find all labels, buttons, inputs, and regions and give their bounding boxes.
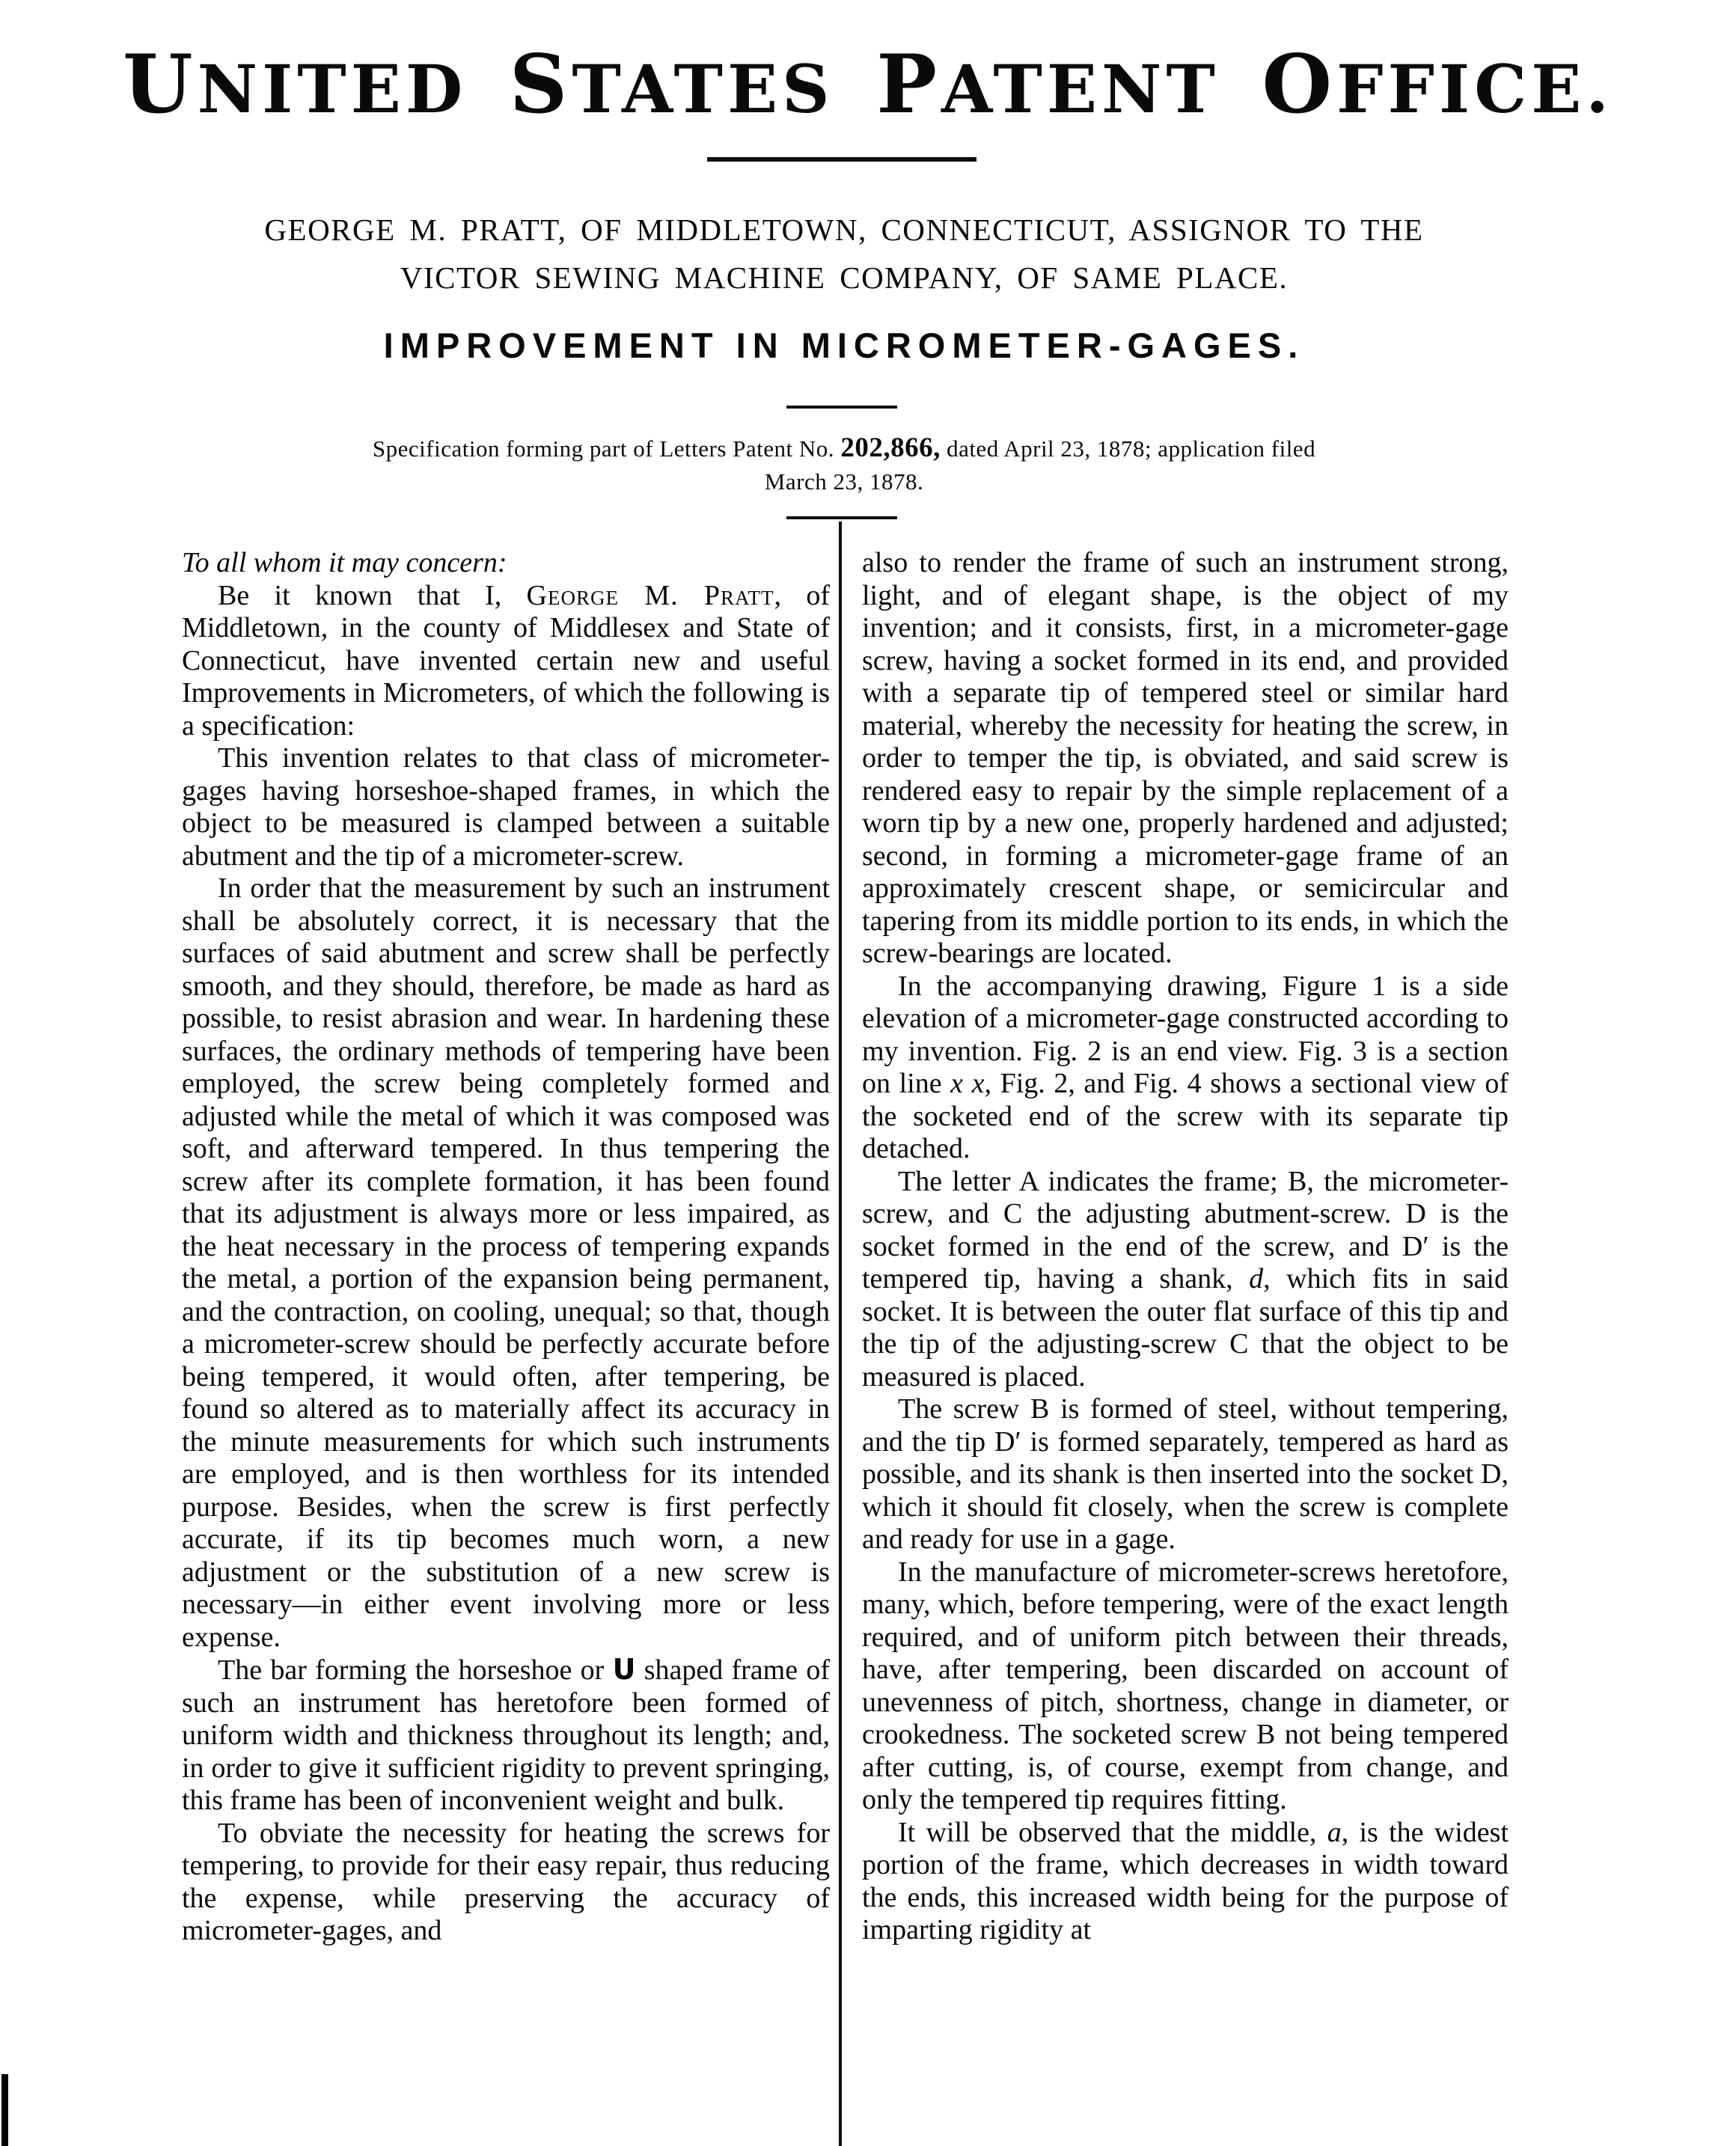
scan-margin-mark [1,2074,8,2146]
paragraph: also to render the frame of such an instrument strong, light, and of elegant shape, is the object of my invention; and it consists, first, in a micrometer-gage screw, having a socket formed in its end, and provided with a separate tip of tempered steel or similar hard material, whereby the necessity for heating the screw, in order to temper the tip, is obviated, and said screw is rendered easy to repair by the simple replacement of a worn tip by a new one, properly hardened and adjusted; second, in forming a micrometer-gage frame of an approximately crescent shape, or semicircular and tapering from its middle portion to its ends, in which the screw-bearings are located. [862,547,1509,969]
title-initial: O [1262,37,1337,132]
title-divider-rule [707,157,977,162]
specification-line-2: March 23, 1878. [764,468,924,495]
paragraph: In order that the measurement by such an instrument shall be absolutely correct, it is necessary that the surfaces of said abutment and screw shall be perfectly smooth, and they should, therefore, be made as hard as possible, to resist abrasion and wear. In hardening these surfaces, the ordinary methods of tempering have been employed, the screw being completely formed and adjusted while the metal of which it was composed was soft, and afterward tempered. In thus tempering the screw after its complete formation, it has been found that its adjustment is always more or less impaired, as the heat necessary in the process of tempering expands the metal, a portion of the expansion being permanent, and the contraction, on cooling, unequal; so that, though a micrometer-screw should be perfectly accurate before being tempered, it would often, after tempering, be found so altered as to materially affect its accuracy in the minute measurements for which such instruments are employed, and is then worthless for its intended purpose. Besides, when the screw is first perfectly accurate, if its tip becomes much worn, a new adjustment or the substitution of a new screw is necessary—in either event involving more or less expense. [182,872,830,1653]
specification-suffix: dated April 23, 1878; application filed [940,435,1316,462]
assignment-line-2: VICTOR SEWING MACHINE COMPANY, OF SAME PLACE. [400,260,1289,295]
title-initial: S [509,37,572,132]
paragraph: To obviate the necessity for heating the screws for tempering, to provide for their easy repair, thus reducing the expense, while preserving the accuracy of micrometer-gages, and [182,1817,830,1946]
specification-prefix: Specification forming part of Letters Patent No. [372,435,841,462]
section-divider-rule-top [786,406,897,409]
paragraph: In the accompanying drawing, Figure 1 is a side elevation of a micrometer-gage constructed according to my invention. Fig. 2 is an end view. Fig. 3 is a section on line x x, Fig. 2, and Fig. 4 shows a sectional view of the socketed end of the screw with its separate tip detached. [862,970,1509,1164]
patent-number: 202,866, [840,432,941,463]
page-title: UNITED STATES PATENT OFFICE. [123,37,1613,132]
title-initial: P [876,37,941,132]
paragraph: The screw B is formed of steel, without tempering, and the tip D′ is formed separately, tempered as hard as possible, and its shank is then inserted into the socket D, which it should fit closely, when the screw is complete and ready for use in a gage. [862,1393,1509,1555]
section-divider-rule-bottom [786,516,897,519]
title-initial: U [123,37,198,132]
paragraph: It will be observed that the middle, a, is the widest portion of the frame, which decreases in width toward the ends, this increased width being for the purpose of imparting rigidity at [862,1816,1509,1945]
paragraph: The letter A indicates the frame; B, the micrometer-screw, and C the adjusting abutment-screw. D is the socket formed in the end of the screw, and D′ is the tempered tip, having a shank, d, which fits in said socket. It is between the outer flat surface of this tip and the tip of the adjusting-screw C that the object to be measured is placed. [862,1165,1509,1393]
column-divider-rule [839,522,842,2146]
paragraph: To all whom it may concern: [182,547,507,578]
paragraph: This invention relates to that class of micrometer-gages having horseshoe-shaped frames, in which the object to be measured is clamped between a suitable abutment and the tip of a micrometer-screw. [182,742,830,872]
invention-title: IMPROVEMENT IN MICROMETER-GAGES. [383,325,1305,365]
assignment-line-1: GEORGE M. PRATT, OF MIDDLETOWN, CONNECTICUT, ASSIGNOR TO THE [264,213,1424,247]
paragraph: Be it known that I, George M. Pratt, of Middletown, in the county of Middlesex and State of Connecticut, have invented certain new and useful Improvements in Micrometers, of which the following is a specification: [182,579,831,742]
body-column-right [862,547,1509,1947]
paragraph: In the manufacture of micrometer-screws heretofore, many, which, before tempering, were of the exact length required, and of uniform pitch between their threads, have, after tempering, been discarded on account of unevenness of pitch, shortness, change in diameter, or crookedness. The socketed screw B not being tempered after cutting, is, of course, exempt from change, and only the tempered tip requires fitting. [862,1556,1509,1815]
body-column-left [182,547,830,1948]
paragraph: The bar forming the horseshoe or U shaped frame of such an instrument has heretofore been formed of uniform width and thickness throughout its length; and, in order to give it sufficient rigidity to prevent springing, this frame has been of inconvenient weight and bulk. [182,1653,830,1816]
specification-line-1 [0,432,1688,464]
